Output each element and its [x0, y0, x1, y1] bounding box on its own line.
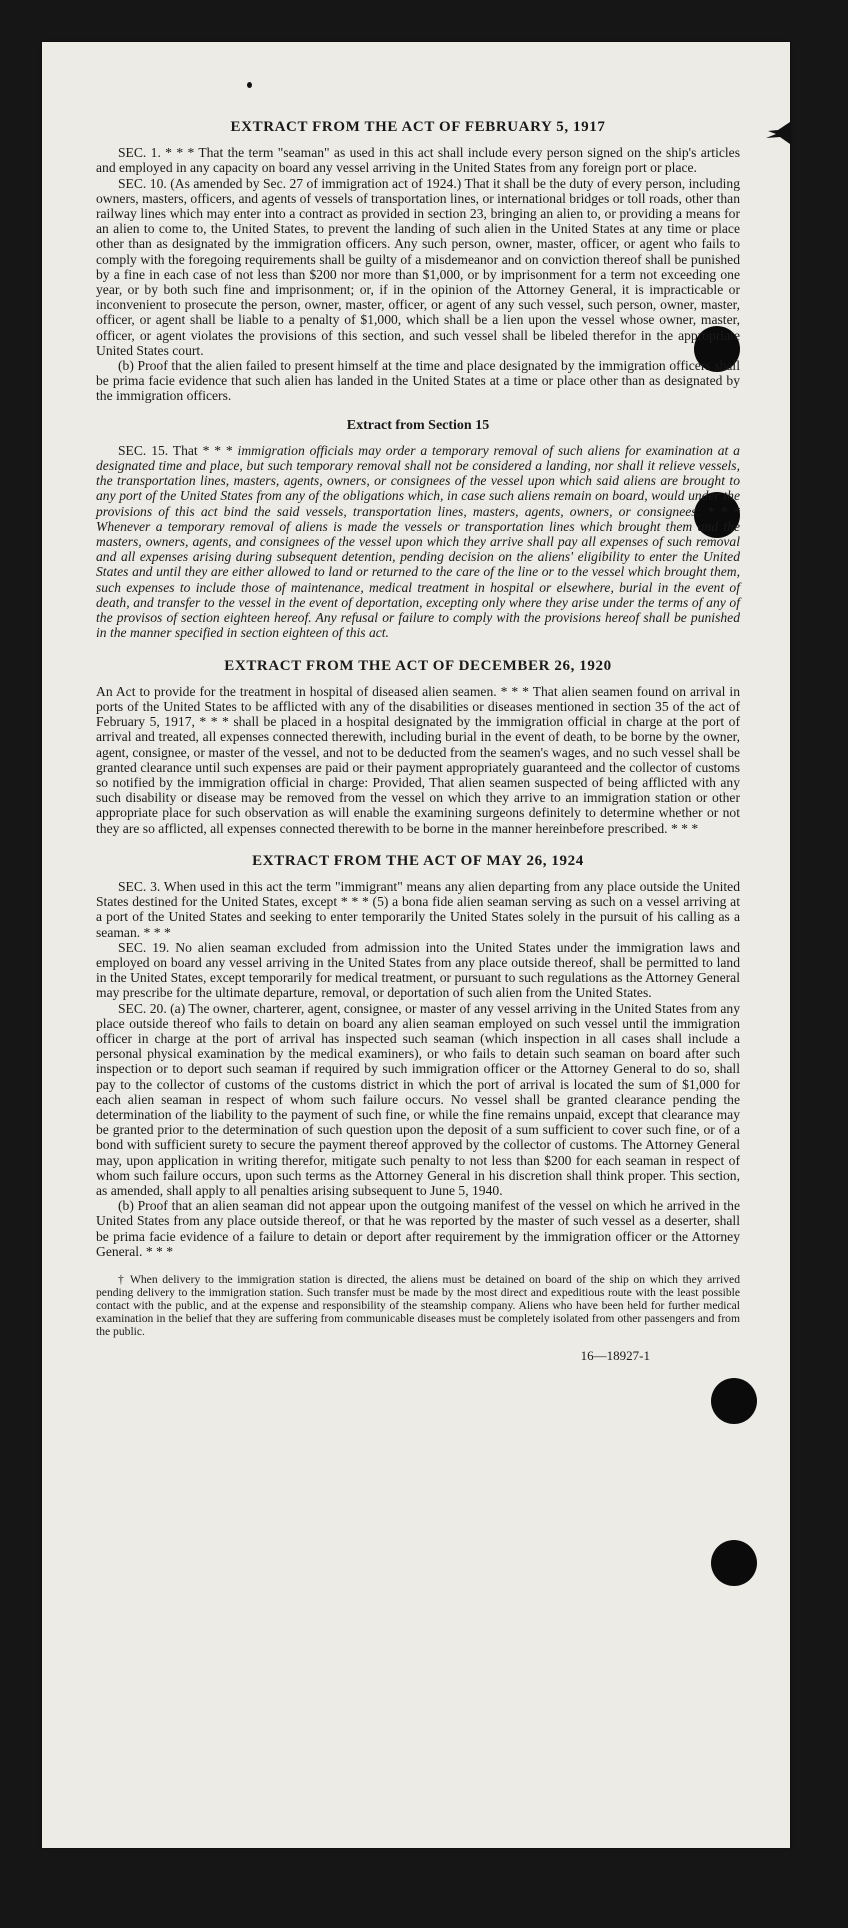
footnote: † When delivery to the immigration station is directed, the aliens must be detained on board of the ship on which they arrived pending delivery to the immigration station. Such transfer must be made by the most direct and expeditious route with the least possible contact with the public, and at the expense and responsibility of the steamship company. Aliens who have been held for further medical examination in the belief that they are suffering from communicable diseases must be completely isolated from other passengers and from the public.	[96, 1273, 740, 1339]
ink-speck	[247, 82, 252, 88]
paragraph-sec-1: SEC. 1. * * * That the term "seaman" as used in this act shall include every person signed on the ship's articles and employed in any capacity on board any vessel arriving in the United States from any foreign port or place.	[96, 145, 740, 176]
sec-15-lead: SEC. 15. That * * *	[118, 442, 238, 458]
form-number: 16—18927-1	[580, 1348, 650, 1364]
sec-15-italic-text: immigration officials may order a temporary removal of such aliens for examination at a designated time and place, but such temporary removal shall not be considered a landing, nor shall it relieve vessels, the transportation lines, masters, agents, owners, or consignees of the vessel upon which said aliens are brought to any port of the United States from any of the obligations which, in case such aliens remain on board, would under the provisions of this act bind the said vessels, transportation lines, masters, agents, owners, or consignees: * * * Whenever a temporary removal of aliens is made the vessels or transportation lines which brought them and the masters, owners, agents, and consignees of the vessel upon which they arrive shall pay all expenses of such removal and all expenses arising during subsequent detention, pending decision on the aliens' eligibility to enter the United States and until they are either allowed to land or returned to the care of the line or to the vessel which brought them, such expenses to include those of maintenance, medical treatment in hospital or elsewhere, burial in the event of death, and transfer to the vessel in the event of deportation, excepting only where they arise under the terms of any of the provisos of section eighteen hereof. Any refusal or failure to comply with the provisions hereof shall be punished in the manner specified in section eighteen of this act.	[96, 442, 740, 641]
subheading-section-15: Extract from Section 15	[346, 417, 490, 433]
punch-hole	[711, 1540, 757, 1586]
paragraph-sec-10-b: (b) Proof that the alien failed to present himself at the time and place designated by the immigration officers shall be prima facie evidence that such alien has landed in the United States at a time or place other than as designated by the immigration officers.	[96, 358, 740, 404]
heading-act-1917: EXTRACT FROM THE ACT OF FEBRUARY 5, 1917	[230, 119, 606, 135]
paragraph-sec-20-b: (b) Proof that an alien seaman did not appear upon the outgoing manifest of the vessel on which he arrived in the United States from any place outside thereof, or that he was reported by the master of such vessel as a deserter, shall be prima facie evidence of a failure to detain or deport after requirement by the immigration officer or the Attorney General. * * *	[96, 1198, 740, 1259]
heading-act-1920: EXTRACT FROM THE ACT OF DECEMBER 26, 1920	[224, 657, 612, 674]
paragraph-sec-10: SEC. 10. (As amended by Sec. 27 of immigration act of 1924.) That it shall be the duty of every person, including owners, masters, officers, and agents of vessels of transportation lines, or international bridges or toll roads, other than railway lines which may enter into a contract as provided in section 23, bringing an alien to, or providing a means for an alien to come to, the United States, to prevent the landing of such alien in the United States at any time or place other than as designated by the immigration officers. Any such person, owner, master, officer, or agent who fails to comply with the foregoing requirements shall be guilty of a misdemeanor and on conviction thereof shall be punished by a fine in each case of not less than $200 nor more than $1,000, or by imprisonment for a term not exceeding one year, or by both such fine and imprisonment; or, if in the opinion of the Attorney General, it is impracticable or inconvenient to prosecute the person, owner, master, officer, or agent of any such vessel, such person, owner, master, officer, or agent shall be liable to a penalty of $1,000, which shall be a lien upon the vessel whose owner, master, officer, or agent violates the provisions of this section, and such vessel shall be libeled therefor in the appropriate United States court.	[96, 175, 740, 358]
paragraph-sec-15	[96, 443, 740, 641]
document-body	[96, 120, 740, 1363]
punch-hole	[711, 1378, 757, 1424]
document-page	[42, 42, 790, 1848]
paragraph-act-1920: An Act to provide for the treatment in hospital of diseased alien seamen. * * * That alien seamen found on arrival in ports of the United States to be afflicted with any of the disabilities or diseases mentioned in section 35 of the act of February 5, 1917, * * * shall be placed in a hospital designated by the immigration official in charge at the port of arrival and treated, all expenses connected therewith, including burial in the event of death, to be borne by the owner, agent, consignee, or master of the vessel, and not to be deducted from the seamen's wages, and no such vessel shall be granted clearance until such expenses are paid or their payment appropriately guaranteed and the collector of customs so notified by the immigration official in charge: Provided, That alien seamen suspected of being afflicted with any such disability or disease may be removed from the vessel on which they arrive to an immigration station or other appropriate place for such observation as will enable the examining surgeons definitely to determine whether or not they are so afflicted, all expenses connected therewith to be borne in the manner hereinbefore prescribed. * * *	[96, 683, 740, 836]
paragraph-sec-19: SEC. 19. No alien seaman excluded from admission into the United States under the immigration laws and employed on board any vessel arriving in the United States from any place outside thereof, shall be permitted to land in the United States, except temporarily for medical treatment, or pursuant to such regulations as the Attorney General may prescribe for the ultimate departure, removal, or deportation of such alien from the United States.	[96, 939, 740, 1001]
corner-tear-mark	[764, 122, 790, 144]
paragraph-sec-20-a: SEC. 20. (a) The owner, charterer, agent, consignee, or master of any vessel arriving in the United States from any place outside thereof who fails to detain on board any alien seaman employed on such vessel until the immigration officer in charge at the port of arrival has inspected such seaman (which inspection in all cases shall include a personal physical examination by the medical examiners), or who fails to detain such seaman on board after such inspection or to deport such seaman if required by such immigration officer or the Attorney General to do so, shall pay to the collector of customs of the customs district in which the port of arrival is located the sum of $1,000 for each alien seaman in respect of whom such failure occurs. No vessel shall be granted clearance pending the determination of the liability to the payment of such fine, or while the fine remains unpaid, except that clearance may be granted prior to the determination of such question upon the deposit of a sum sufficient to cover such fine, or of a bond with sufficient surety to secure the payment thereof approved by the collector of customs. The Attorney General may, upon application in writing therefor, mitigate such penalty to not less than $200 for each seaman in respect of whom such failure occurs, upon such terms as the Attorney General in his discretion shall think proper. This section, as amended, shall apply to all penalties arising subsequent to June 5, 1940.	[96, 1000, 740, 1198]
heading-act-1924: EXTRACT FROM THE ACT OF MAY 26, 1924	[252, 852, 584, 869]
paragraph-sec-3: SEC. 3. When used in this act the term "immigrant" means any alien departing from any place outside the United States destined for the United States, except * * * (5) a bona fide alien seaman serving as such on a vessel arriving at a port of the United States and seeking to enter temporarily the United States solely in the pursuit of his calling as a seaman. * * *	[96, 878, 740, 940]
